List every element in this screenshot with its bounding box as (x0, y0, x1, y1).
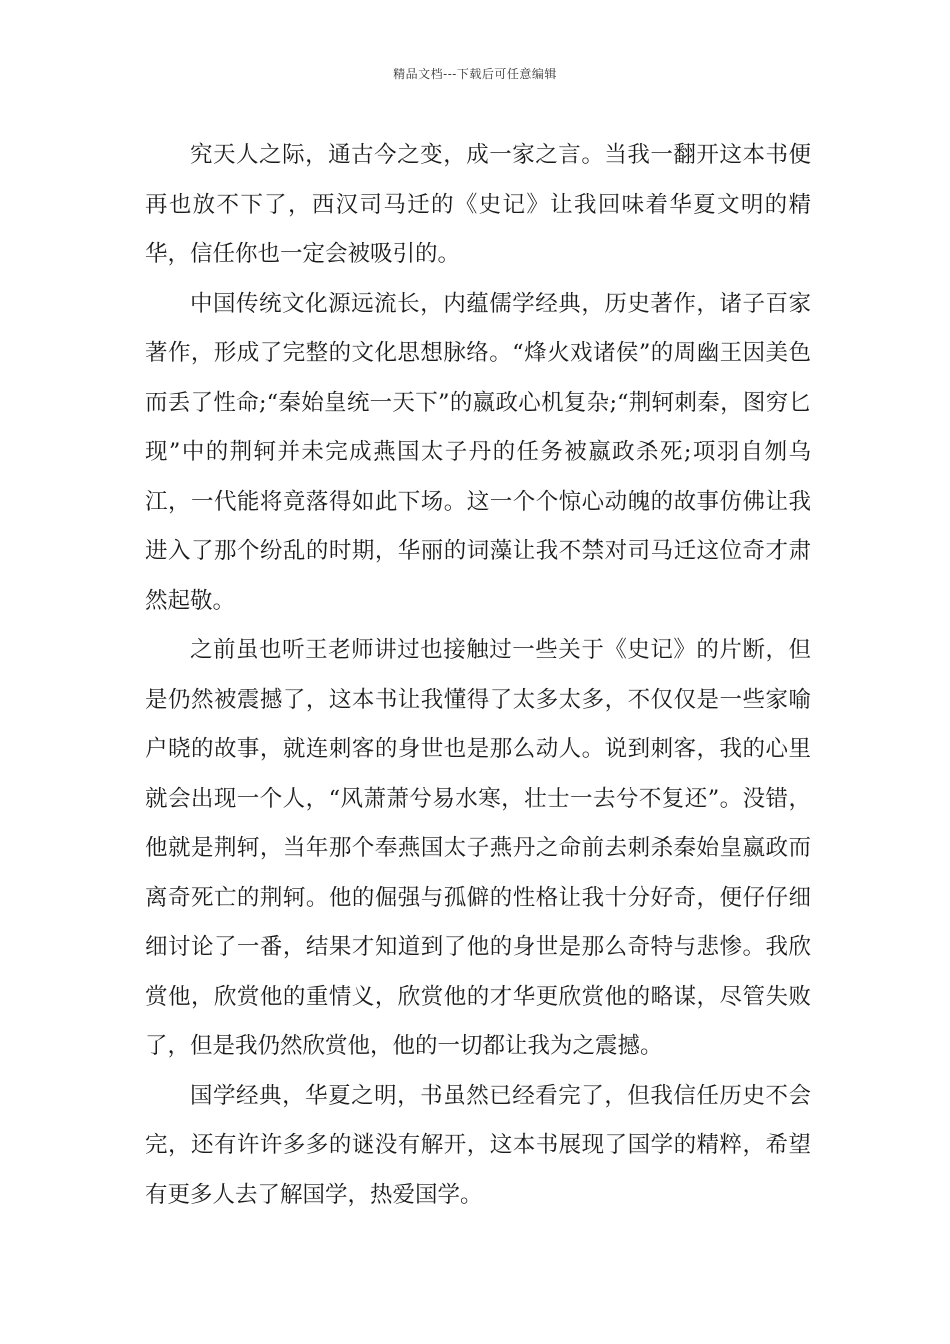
page-header: 精品文档---下载后可任意编辑 (393, 67, 557, 81)
paragraph-2: 中国传统文化源远流长，内蕴儒学经典，历史著作，诸子百家著作，形成了完整的文化思想脉络。“烽火戏诸侯”的周幽王因美色而丢了性命;“秦始皇统一天下”的嬴政心机复杂;“荆轲刺秦，图穷匕现”中的荆轲并未完成燕国太子丹的任务被嬴政杀死;项羽自刎乌江，一代能将竟落得如此下场。这一个个惊心动魄的故事仿佛让我进入了那个纷乱的时期，华丽的词藻让我不禁对司马迁这位奇才肃然起敬。 (145, 290, 811, 614)
paragraph-3: 之前虽也听王老师讲过也接触过一些关于《史记》的片断，但是仍然被震撼了，这本书让我懂得了太多太多，不仅仅是一些家喻户晓的故事，就连刺客的身世也是那么动人。说到刺客，我的心里就会出现一个人，“风萧萧兮易水寒，壮士一去兮不复还”。没错，他就是荆轲，当年那个奉燕国太子燕丹之命前去刺杀秦始皇嬴政而离奇死亡的荆轲。他的倔强与孤僻的性格让我十分好奇，便仔仔细细讨论了一番，结果才知道到了他的身世是那么奇特与悲惨。我欣赏他，欣赏他的重情义，欣赏他的才华更欣赏他的略谋，尽管失败了，但是我仍然欣赏他，他的一切都让我为之震撼。 (145, 637, 811, 1059)
paragraph-1: 究天人之际，通古今之变，成一家之言。当我一翻开这本书便再也放不下了，西汉司马迁的《史记》让我回味着华夏文明的精华，信任你也一定会被吸引的。 (145, 142, 811, 267)
paragraph-4: 国学经典，华夏之明，书虽然已经看完了，但我信任历史不会完，还有许许多多的谜没有解开，这本书展现了国学的精粹，希望有更多人去了解国学，热爱国学。 (145, 1082, 811, 1208)
document-body (145, 131, 811, 1220)
